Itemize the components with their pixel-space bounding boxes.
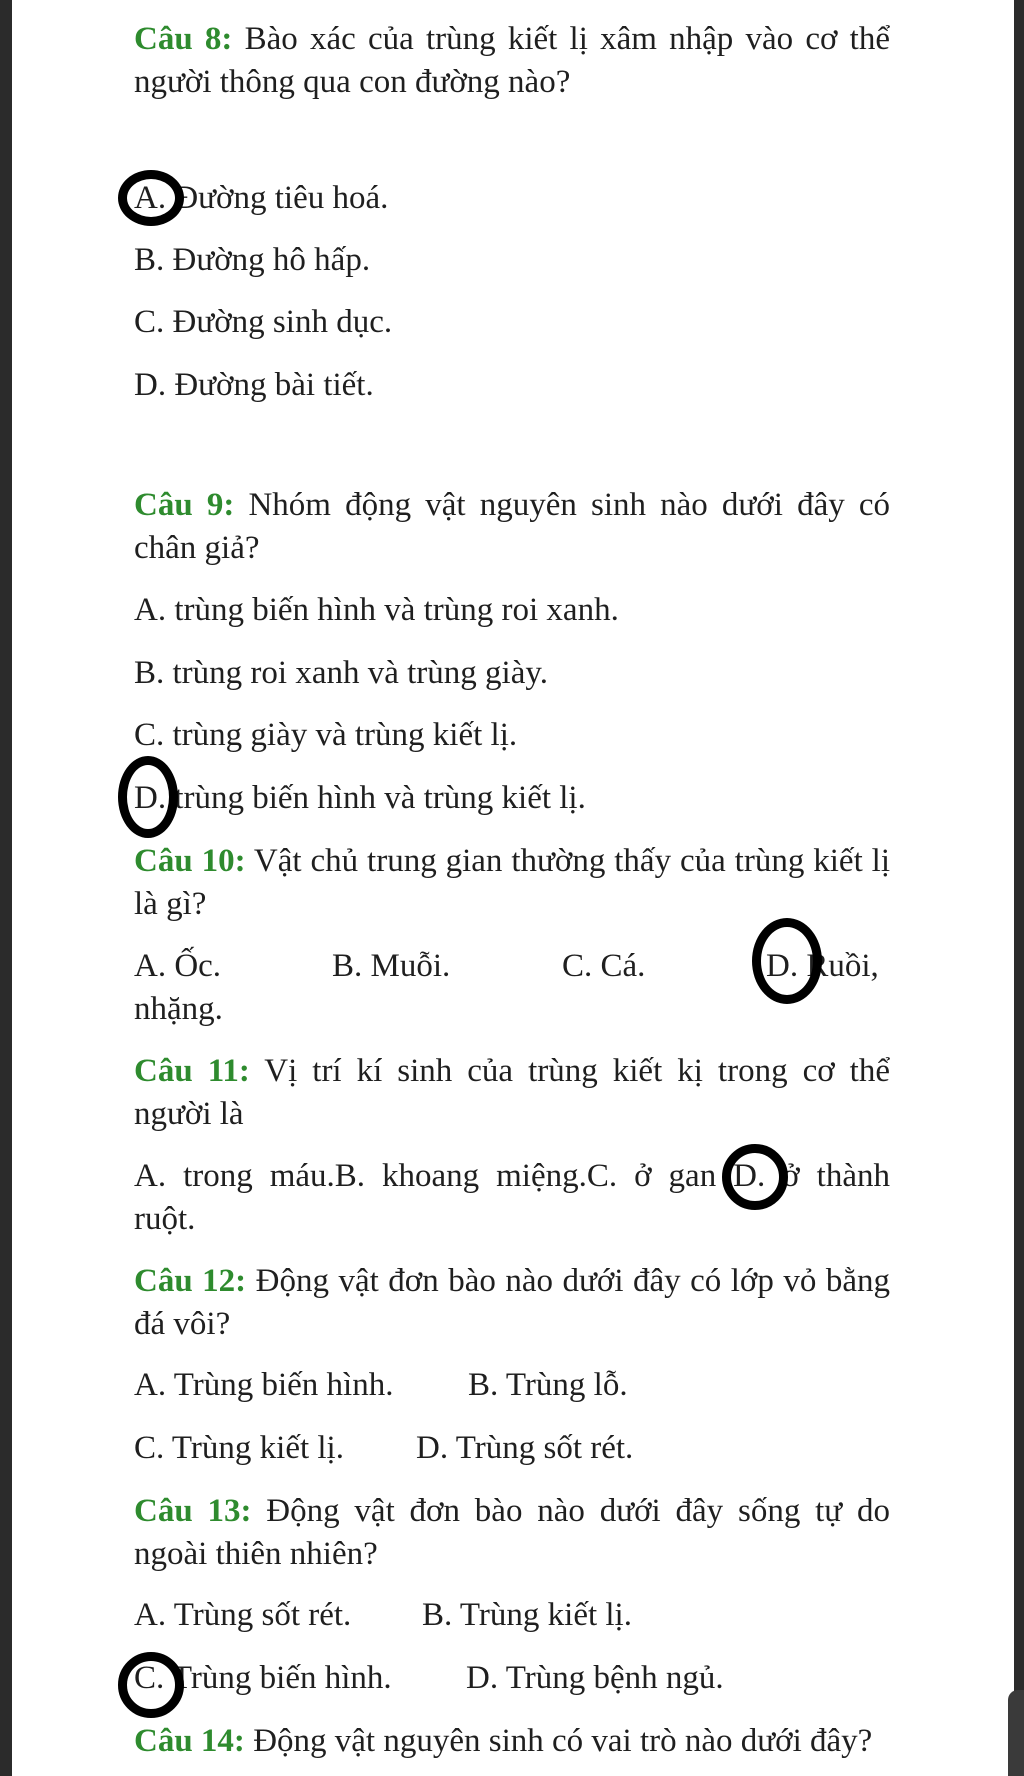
q13-option-d[interactable]: D. Trùng bệnh ngủ. — [466, 1660, 724, 1696]
q13-option-a[interactable]: A. Trùng sốt rét. — [134, 1597, 352, 1633]
answer-circle-q13 — [118, 1652, 184, 1718]
question-8 — [134, 18, 890, 104]
question-10 — [134, 840, 890, 926]
answer-circle-q9 — [118, 756, 178, 838]
answer-circle-q11 — [722, 1144, 788, 1210]
question-8-title: Câu 8: — [134, 21, 233, 57]
q9-option-a[interactable]: A. trùng biến hình và trùng roi xanh. — [134, 592, 619, 628]
q12-option-b[interactable]: B. Trùng lỗ. — [468, 1367, 628, 1403]
q9-option-c[interactable]: C. trùng giày và trùng kiết lị. — [134, 717, 518, 753]
question-12-text: Động vật đơn bào nào dưới đây có lớp vỏ bằng đá vôi? — [134, 1263, 890, 1342]
question-13-text: Động vật đơn bào nào dưới đây sống tự do ngoài thiên nhiên? — [134, 1493, 890, 1572]
question-10-title: Câu 10: — [134, 843, 246, 879]
q8-option-c[interactable]: C. Đường sinh dục. — [134, 304, 393, 340]
q12-option-d[interactable]: D. Trùng sốt rét. — [416, 1430, 634, 1466]
answer-circle-q8 — [118, 170, 184, 226]
question-11-title: Câu 11: — [134, 1053, 250, 1089]
question-12 — [134, 1260, 890, 1346]
question-14-title: Câu 14: — [134, 1723, 245, 1759]
question-9 — [134, 484, 890, 570]
question-14-text: Động vật nguyên sinh có vai trò nào dưới đây? — [244, 1723, 873, 1759]
q13-option-b[interactable]: B. Trùng kiết lị. — [422, 1597, 632, 1633]
q8-option-d[interactable]: D. Đường bài tiết. — [134, 367, 374, 403]
q10-option-d[interactable]: D. Ruồi, — [766, 948, 879, 984]
question-10-text: Vật chủ trung gian thường thấy của trùng kiết lị là gì? — [134, 843, 890, 922]
q10-option-a[interactable]: A. Ốc. — [134, 948, 222, 984]
quiz-page — [134, 0, 890, 1776]
left-screen-edge — [0, 0, 12, 1776]
question-13 — [134, 1490, 890, 1576]
right-screen-edge — [1014, 0, 1024, 1776]
q12-option-c[interactable]: C. Trùng kiết lị. — [134, 1430, 344, 1466]
q13-option-c[interactable]: C. Trùng biến hình. — [134, 1660, 392, 1696]
q9-option-b[interactable]: B. trùng roi xanh và trùng giày. — [134, 655, 548, 691]
question-14 — [134, 1720, 890, 1763]
q10-option-b[interactable]: B. Muỗi. — [332, 948, 451, 984]
q12-option-a[interactable]: A. Trùng biến hình. — [134, 1367, 394, 1403]
q11-option-d-continuation: ruột. — [134, 1201, 196, 1237]
question-11 — [134, 1050, 890, 1136]
q10-option-c[interactable]: C. Cá. — [562, 948, 646, 984]
question-11-text: Vị trí kí sinh của trùng kiết kị trong cơ thể người là — [134, 1053, 890, 1132]
q9-option-d[interactable]: D. trùng biến hình và trùng kiết lị. — [134, 780, 586, 816]
question-13-title: Câu 13: — [134, 1493, 252, 1529]
q8-option-a[interactable]: A. Đường tiêu hoá. — [134, 180, 389, 216]
answer-circle-q10 — [752, 918, 822, 1004]
question-9-text: Nhóm động vật nguyên sinh nào dưới đây có chân giả? — [134, 487, 890, 566]
question-9-title: Câu 9: — [134, 487, 235, 523]
question-12-title: Câu 12: — [134, 1263, 247, 1299]
question-8-text: Bào xác của trùng kiết lị xâm nhập vào cơ thể người thông qua con đường nào? — [134, 21, 890, 100]
q11-options-line[interactable]: A. trong máu.B. khoang miệng.C. ở gan D. ở thành — [134, 1158, 890, 1194]
q8-option-b[interactable]: B. Đường hô hấp. — [134, 242, 371, 278]
q10-option-d-continuation: nhặng. — [134, 991, 223, 1027]
